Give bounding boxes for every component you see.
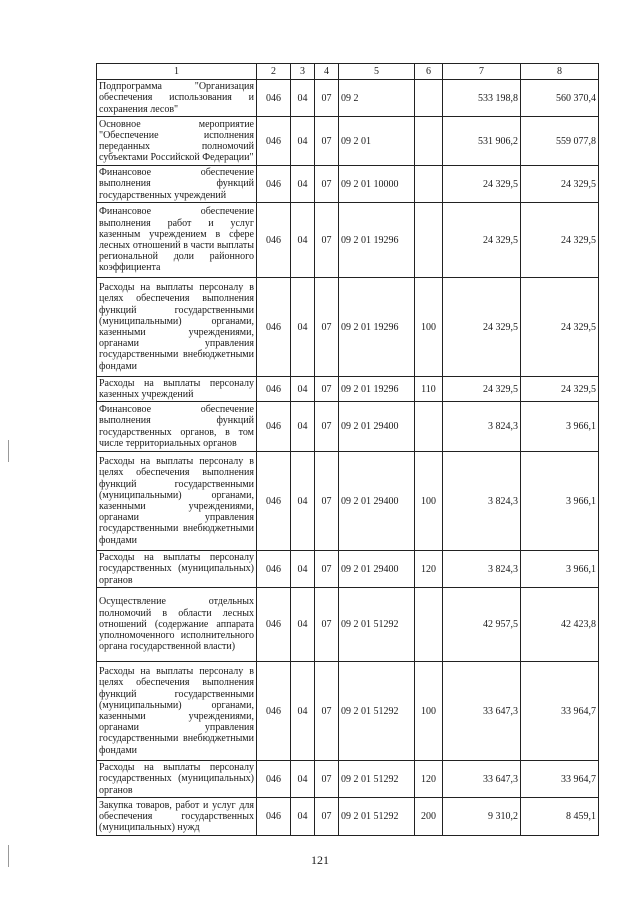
- row-section-code: 04: [291, 402, 315, 452]
- table-row: [97, 166, 599, 203]
- row-section-code: 04: [291, 166, 315, 203]
- row-expense-type-code: 120: [415, 761, 443, 798]
- row-expense-type-code: [415, 166, 443, 203]
- page-number: 121: [311, 853, 329, 867]
- row-name: Закупка товаров, работ и услуг для обеспечения государственных (муниципальных) нужд: [97, 798, 257, 836]
- scan-margin-mark: [8, 440, 9, 462]
- row-section-code: 04: [291, 452, 315, 551]
- row-subsection-code: 07: [315, 117, 339, 166]
- row-ministry-code: 046: [257, 117, 291, 166]
- row-ministry-code: 046: [257, 761, 291, 798]
- row-ministry-code: 046: [257, 377, 291, 402]
- table-row: [97, 452, 599, 551]
- row-name: Расходы на выплаты персоналу в целях обеспечения выполнения функций государственными (муниципальными) органами, казенными учреждениями, органами управления государственными внебюджетными фондами: [97, 452, 257, 551]
- row-target-article-code: 09 2 01 51292: [339, 588, 415, 662]
- row-expense-type-code: 110: [415, 377, 443, 402]
- row-ministry-code: 046: [257, 80, 291, 117]
- row-subsection-code: 07: [315, 662, 339, 761]
- row-expense-type-code: 200: [415, 798, 443, 836]
- column-number-1: 1: [97, 64, 257, 80]
- row-subsection-code: 07: [315, 166, 339, 203]
- row-expense-type-code: [415, 588, 443, 662]
- row-amount-year-1: 3 824,3: [443, 551, 521, 588]
- table-row: [97, 798, 599, 836]
- row-ministry-code: 046: [257, 402, 291, 452]
- table-row: [97, 117, 599, 166]
- table-row: [97, 761, 599, 798]
- row-amount-year-1: 24 329,5: [443, 203, 521, 278]
- row-amount-year-1: 9 310,2: [443, 798, 521, 836]
- row-amount-year-2: 3 966,1: [521, 402, 599, 452]
- row-target-article-code: 09 2 01 29400: [339, 402, 415, 452]
- row-target-article-code: 09 2 01 29400: [339, 551, 415, 588]
- row-ministry-code: 046: [257, 588, 291, 662]
- row-amount-year-2: 560 370,4: [521, 80, 599, 117]
- row-section-code: 04: [291, 117, 315, 166]
- row-name: Расходы на выплаты персоналу в целях обеспечения выполнения функций государственными (муниципальными) органами, казенными учреждениями, органами управления государственными внебюджетными фондами: [97, 662, 257, 761]
- row-section-code: 04: [291, 203, 315, 278]
- row-amount-year-2: 24 329,5: [521, 166, 599, 203]
- row-target-article-code: 09 2 01: [339, 117, 415, 166]
- row-name: Осуществление отдельных полномочий в области лесных отношений (содержание аппарата уполномоченного исполнительного органа государственной власти): [97, 588, 257, 662]
- row-subsection-code: 07: [315, 452, 339, 551]
- row-target-article-code: 09 2 01 29400: [339, 452, 415, 551]
- row-subsection-code: 07: [315, 761, 339, 798]
- row-ministry-code: 046: [257, 662, 291, 761]
- row-section-code: 04: [291, 551, 315, 588]
- row-section-code: 04: [291, 80, 315, 117]
- row-name: Расходы на выплаты персоналу государственных (муниципальных) органов: [97, 761, 257, 798]
- row-target-article-code: 09 2: [339, 80, 415, 117]
- row-ministry-code: 046: [257, 166, 291, 203]
- row-amount-year-2: 559 077,8: [521, 117, 599, 166]
- row-name: Основное мероприятие "Обеспечение исполнения переданных полномочий субъектами Российской Федерации": [97, 117, 257, 166]
- row-name: Подпрограмма "Организация обеспечения использования и сохранения лесов": [97, 80, 257, 117]
- row-amount-year-2: 24 329,5: [521, 377, 599, 402]
- row-amount-year-1: 533 198,8: [443, 80, 521, 117]
- row-target-article-code: 09 2 01 51292: [339, 662, 415, 761]
- row-target-article-code: 09 2 01 19296: [339, 203, 415, 278]
- row-expense-type-code: 120: [415, 551, 443, 588]
- row-name: Финансовое обеспечение выполнения функций государственных учреждений: [97, 166, 257, 203]
- row-amount-year-2: 3 966,1: [521, 452, 599, 551]
- row-expense-type-code: [415, 203, 443, 278]
- row-ministry-code: 046: [257, 452, 291, 551]
- column-number-7: 7: [443, 64, 521, 80]
- row-subsection-code: 07: [315, 402, 339, 452]
- budget-table: [96, 63, 599, 836]
- row-amount-year-1: 531 906,2: [443, 117, 521, 166]
- row-subsection-code: 07: [315, 377, 339, 402]
- row-expense-type-code: 100: [415, 662, 443, 761]
- row-amount-year-2: 8 459,1: [521, 798, 599, 836]
- row-expense-type-code: [415, 80, 443, 117]
- row-subsection-code: 07: [315, 278, 339, 377]
- row-amount-year-1: 24 329,5: [443, 377, 521, 402]
- row-target-article-code: 09 2 01 51292: [339, 798, 415, 836]
- row-amount-year-1: 3 824,3: [443, 452, 521, 551]
- row-ministry-code: 046: [257, 798, 291, 836]
- row-name: Расходы на выплаты персоналу государственных (муниципальных) органов: [97, 551, 257, 588]
- row-amount-year-2: 33 964,7: [521, 662, 599, 761]
- column-number-2: 2: [257, 64, 291, 80]
- row-expense-type-code: 100: [415, 452, 443, 551]
- table-row: [97, 377, 599, 402]
- row-section-code: 04: [291, 662, 315, 761]
- row-ministry-code: 046: [257, 278, 291, 377]
- row-section-code: 04: [291, 278, 315, 377]
- table-row: [97, 588, 599, 662]
- row-section-code: 04: [291, 761, 315, 798]
- table-row: [97, 80, 599, 117]
- row-section-code: 04: [291, 377, 315, 402]
- row-name: Финансовое обеспечение выполнения работ и услуг казенным учреждением в сфере лесных отношений в части выплаты региональной доли районного коэффициента: [97, 203, 257, 278]
- row-amount-year-1: 42 957,5: [443, 588, 521, 662]
- column-number-4: 4: [315, 64, 339, 80]
- row-subsection-code: 07: [315, 798, 339, 836]
- row-name: Расходы на выплаты персоналу в целях обеспечения выполнения функций государственными (муниципальными) органами, казенными учреждениями, органами управления государственными внебюджетными фондами: [97, 278, 257, 377]
- row-target-article-code: 09 2 01 19296: [339, 377, 415, 402]
- row-amount-year-1: 3 824,3: [443, 402, 521, 452]
- table-row: [97, 203, 599, 278]
- row-subsection-code: 07: [315, 203, 339, 278]
- row-target-article-code: 09 2 01 51292: [339, 761, 415, 798]
- column-number-6: 6: [415, 64, 443, 80]
- row-amount-year-1: 24 329,5: [443, 166, 521, 203]
- row-expense-type-code: [415, 402, 443, 452]
- row-expense-type-code: 100: [415, 278, 443, 377]
- row-amount-year-2: 3 966,1: [521, 551, 599, 588]
- table-row: [97, 278, 599, 377]
- row-name: Финансовое обеспечение выполнения функций государственных органов, в том числе территориальных органов: [97, 402, 257, 452]
- row-amount-year-1: 24 329,5: [443, 278, 521, 377]
- row-name: Расходы на выплаты персоналу казенных учреждений: [97, 377, 257, 402]
- column-number-5: 5: [339, 64, 415, 80]
- table-header-row: [97, 64, 599, 80]
- row-expense-type-code: [415, 117, 443, 166]
- row-subsection-code: 07: [315, 588, 339, 662]
- row-target-article-code: 09 2 01 19296: [339, 278, 415, 377]
- row-section-code: 04: [291, 798, 315, 836]
- column-number-3: 3: [291, 64, 315, 80]
- row-target-article-code: 09 2 01 10000: [339, 166, 415, 203]
- row-amount-year-1: 33 647,3: [443, 662, 521, 761]
- row-amount-year-2: 42 423,8: [521, 588, 599, 662]
- row-subsection-code: 07: [315, 551, 339, 588]
- row-ministry-code: 046: [257, 203, 291, 278]
- column-number-8: 8: [521, 64, 599, 80]
- row-subsection-code: 07: [315, 80, 339, 117]
- row-section-code: 04: [291, 588, 315, 662]
- table-row: [97, 551, 599, 588]
- row-amount-year-1: 33 647,3: [443, 761, 521, 798]
- table-row: [97, 402, 599, 452]
- row-amount-year-2: 24 329,5: [521, 278, 599, 377]
- row-amount-year-2: 24 329,5: [521, 203, 599, 278]
- row-amount-year-2: 33 964,7: [521, 761, 599, 798]
- row-ministry-code: 046: [257, 551, 291, 588]
- table-row: [97, 662, 599, 761]
